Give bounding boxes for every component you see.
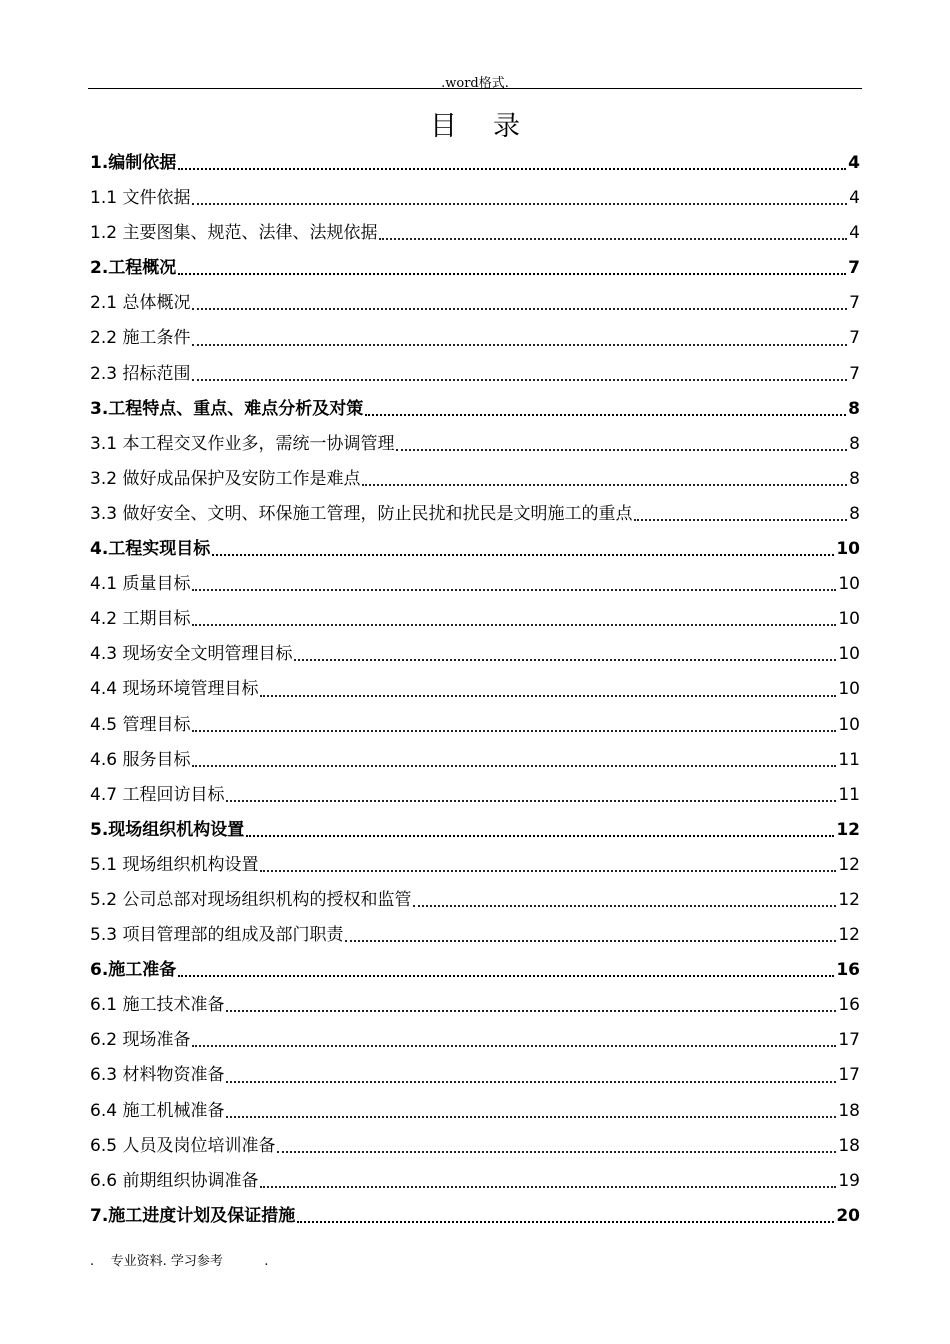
- toc-entry-page-number: 8: [848, 398, 860, 419]
- toc-entry-label: 6.施工准备: [90, 960, 177, 981]
- header-divider: [88, 88, 862, 89]
- toc-entry-page-number: 12: [838, 889, 860, 910]
- toc-dot-leader: [192, 308, 847, 310]
- toc-dot-leader: [362, 484, 847, 486]
- toc-chapter-entry[interactable]: [90, 813, 860, 848]
- toc-dot-leader: [634, 519, 847, 521]
- toc-dot-leader: [226, 1081, 836, 1083]
- toc-dot-leader: [379, 238, 847, 240]
- toc-section-entry[interactable]: [90, 462, 860, 497]
- toc-dot-leader: [294, 659, 836, 661]
- toc-dot-leader: [192, 765, 836, 767]
- toc-chapter-entry[interactable]: [90, 953, 860, 988]
- toc-section-entry[interactable]: [90, 778, 860, 813]
- toc-dot-leader: [413, 905, 836, 907]
- toc-dot-leader: [297, 1221, 834, 1223]
- toc-section-entry[interactable]: [90, 216, 860, 251]
- toc-entry-page-number: 16: [838, 995, 860, 1016]
- toc-entry-label: 1.编制依据: [90, 153, 177, 173]
- toc-dot-leader: [192, 379, 847, 381]
- toc-entry-label: 1.1 文件依据: [90, 188, 191, 209]
- toc-entry-page-number: 8: [849, 503, 860, 524]
- toc-entry-page-number: 4: [849, 188, 860, 209]
- table-of-contents: [90, 146, 860, 1234]
- toc-entry-page-number: 12: [836, 819, 860, 840]
- toc-entry-label: 6.2 现场准备: [90, 1030, 191, 1051]
- toc-entry-page-number: 12: [838, 925, 860, 946]
- toc-dot-leader: [396, 449, 847, 451]
- toc-dot-leader: [192, 589, 836, 591]
- toc-entry-label: 4.5 管理目标: [90, 714, 191, 735]
- toc-entry-page-number: 10: [838, 609, 860, 630]
- toc-section-entry[interactable]: [90, 918, 860, 953]
- toc-entry-page-number: 19: [838, 1170, 860, 1191]
- toc-dot-leader: [178, 168, 846, 170]
- toc-entry-page-number: 11: [838, 749, 860, 770]
- toc-entry-page-number: 18: [838, 1135, 860, 1156]
- toc-section-entry[interactable]: [90, 848, 860, 883]
- toc-section-entry[interactable]: [90, 1058, 860, 1093]
- toc-section-entry[interactable]: [90, 1129, 860, 1164]
- toc-entry-label: 5.2 公司总部对现场组织机构的授权和监管: [90, 889, 412, 910]
- toc-section-entry[interactable]: [90, 567, 860, 602]
- toc-dot-leader: [260, 695, 836, 697]
- toc-chapter-entry[interactable]: [90, 251, 860, 286]
- toc-dot-leader: [365, 414, 846, 416]
- toc-section-entry[interactable]: [90, 1094, 860, 1129]
- toc-entry-label: 4.4 现场环境管理目标: [90, 679, 259, 700]
- toc-dot-leader: [246, 835, 834, 837]
- toc-entry-page-number: 8: [849, 468, 860, 489]
- toc-entry-page-number: 10: [838, 644, 860, 665]
- toc-entry-page-number: 4: [849, 223, 860, 244]
- toc-entry-label: 4.6 服务目标: [90, 749, 191, 770]
- toc-section-entry[interactable]: [90, 1164, 860, 1199]
- toc-entry-label: 5.现场组织机构设置: [90, 819, 245, 840]
- page-title: 目录: [430, 111, 556, 142]
- toc-entry-label: 2.工程概况: [90, 258, 177, 279]
- toc-entry-label: 4.2 工期目标: [90, 609, 191, 630]
- toc-section-entry[interactable]: [90, 286, 860, 321]
- toc-entry-label: 4.工程实现目标: [90, 539, 211, 560]
- toc-entry-label: 1.2 主要图集、规范、法律、法规依据: [90, 223, 378, 244]
- toc-dot-leader: [260, 1186, 836, 1188]
- toc-dot-leader: [226, 1116, 836, 1118]
- toc-entry-page-number: 7: [848, 258, 860, 279]
- toc-dot-leader: [277, 1151, 836, 1153]
- toc-dot-leader: [192, 203, 847, 205]
- toc-entry-page-number: 7: [849, 363, 860, 384]
- toc-dot-leader: [226, 800, 836, 802]
- toc-entry-page-number: 20: [836, 1205, 860, 1226]
- toc-dot-leader: [226, 1010, 836, 1012]
- toc-entry-page-number: 10: [838, 679, 860, 700]
- toc-entry-page-number: 17: [838, 1065, 860, 1086]
- toc-entry-page-number: 4: [848, 153, 860, 173]
- toc-entry-label: 4.1 质量目标: [90, 574, 191, 595]
- toc-entry-label: 6.6 前期组织协调准备: [90, 1170, 259, 1191]
- toc-chapter-entry[interactable]: [90, 392, 860, 427]
- toc-entry-label: 6.3 材料物资准备: [90, 1065, 225, 1086]
- toc-entry-label: 2.2 施工条件: [90, 328, 191, 349]
- toc-entry-page-number: 18: [838, 1100, 860, 1121]
- toc-dot-leader: [178, 975, 834, 977]
- toc-section-entry[interactable]: [90, 743, 860, 778]
- toc-entry-label: 7.施工进度计划及保证措施: [90, 1205, 296, 1226]
- toc-entry-page-number: 17: [838, 1030, 860, 1051]
- toc-section-entry[interactable]: [90, 672, 860, 707]
- toc-section-entry[interactable]: [90, 602, 860, 637]
- toc-entry-label: 3.1 本工程交叉作业多，需统一协调管理: [90, 433, 395, 454]
- page-footer: . 专业资料. 学习参考 .: [90, 1254, 269, 1269]
- toc-entry-page-number: 10: [838, 714, 860, 735]
- toc-entry-label: 5.3 项目管理部的组成及部门职责: [90, 925, 344, 946]
- toc-entry-page-number: 7: [849, 293, 860, 314]
- toc-section-entry[interactable]: [90, 708, 860, 743]
- toc-section-entry[interactable]: [90, 497, 860, 532]
- toc-section-entry[interactable]: [90, 883, 860, 918]
- toc-entry-label: 6.1 施工技术准备: [90, 995, 225, 1016]
- toc-entry-page-number: 7: [849, 328, 860, 349]
- toc-chapter-entry[interactable]: [90, 532, 860, 567]
- toc-entry-label: 4.7 工程回访目标: [90, 784, 225, 805]
- toc-entry-label: 3.工程特点、重点、难点分析及对策: [90, 398, 364, 419]
- toc-chapter-entry[interactable]: [90, 1199, 860, 1234]
- toc-entry-label: 2.1 总体概况: [90, 293, 191, 314]
- toc-section-entry[interactable]: [90, 1023, 860, 1058]
- toc-entry-label: 6.4 施工机械准备: [90, 1100, 225, 1121]
- toc-entry-label: 5.1 现场组织机构设置: [90, 854, 259, 875]
- toc-dot-leader: [345, 940, 836, 942]
- toc-entry-page-number: 10: [836, 539, 860, 560]
- toc-section-entry[interactable]: [90, 321, 860, 356]
- toc-section-entry[interactable]: [90, 637, 860, 672]
- toc-entry-page-number: 8: [849, 433, 860, 454]
- toc-entry-page-number: 16: [836, 960, 860, 981]
- toc-entry-label: 2.3 招标范围: [90, 363, 191, 384]
- toc-chapter-entry[interactable]: [90, 146, 860, 181]
- toc-entry-page-number: 11: [838, 784, 860, 805]
- toc-dot-leader: [212, 554, 834, 556]
- toc-section-entry[interactable]: [90, 988, 860, 1023]
- toc-dot-leader: [192, 344, 847, 346]
- toc-entry-label: 4.3 现场安全文明管理目标: [90, 644, 293, 665]
- toc-entry-page-number: 12: [838, 854, 860, 875]
- toc-entry-label: 6.5 人员及岗位培训准备: [90, 1135, 276, 1156]
- toc-section-entry[interactable]: [90, 427, 860, 462]
- toc-dot-leader: [260, 870, 836, 872]
- toc-section-entry[interactable]: [90, 357, 860, 392]
- page-header: .word格式.: [441, 76, 509, 91]
- toc-dot-leader: [192, 624, 836, 626]
- toc-entry-page-number: 10: [838, 574, 860, 595]
- toc-dot-leader: [192, 1045, 836, 1047]
- toc-entry-label: 3.2 做好成品保护及安防工作是难点: [90, 468, 361, 489]
- toc-entry-label: 3.3 做好安全、文明、环保施工管理，防止民扰和扰民是文明施工的重点: [90, 503, 633, 524]
- toc-dot-leader: [192, 730, 836, 732]
- toc-dot-leader: [178, 273, 846, 275]
- toc-section-entry[interactable]: [90, 181, 860, 216]
